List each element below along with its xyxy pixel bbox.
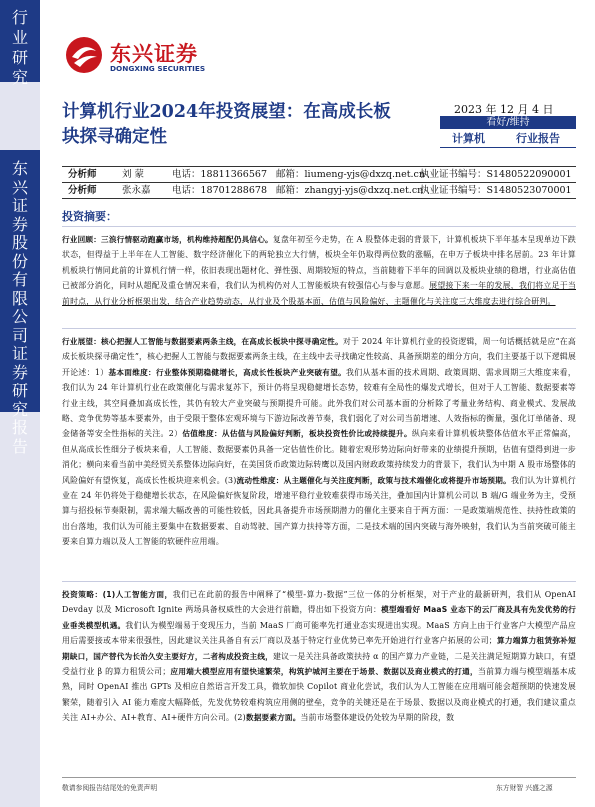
sidebar-company-label [0, 150, 40, 456]
report-title-line2: 块探寻确定性 [62, 127, 167, 147]
valuation-heading: 估值维度：从估值与风险偏好判断，板块投资性价比或持续提升。 [182, 429, 412, 439]
abstract-heading: 投资摘要： [62, 210, 117, 223]
analyst-cert: 执业证书编号：S1480523070001 [420, 185, 572, 196]
rating-badge: 看好/维持 [440, 116, 576, 129]
report-type-tag: 行业报告 [516, 132, 560, 145]
divider [62, 581, 576, 582]
model-heading: 模型端看好 MaaS 业态下的云厂商及具有先发优势的行业垂类模型机遇。 [62, 605, 576, 630]
analyst-phone: 电话：18701288678 [172, 185, 267, 196]
application-heading: 应用端大模型应用有望快速繁荣，构筑护城河主要在于场景、数据以及商业模式的打通， [170, 667, 478, 677]
analyst-table [62, 166, 576, 199]
valuation-text: 纵向来看计算机板块整体估值水平正常偏高，但从高成长性细分子板块来看，人工智能、数据要素仍具备一定估值性价比。随着宏观形势边际向好带来的业绩提升预期，估值有望得到进一步消化；横向来看当前中美经贸关系整体边际向好，在美国货币政策边际转鹰以及国内财政政策持续发力的背景下，我们认为中期 A 股市场整体的风险偏好有望恢复，高成长性板块迎来机会。(3) [62, 429, 576, 485]
footer-rule [62, 777, 576, 778]
analyst-email: 邮箱：zhangyj-yjs@dxzq.net.cn [276, 185, 424, 196]
analyst-name: 刘 蒙 [122, 169, 145, 180]
footer-disclaimer: 敬请参阅报告结尾处的免责声明 [62, 784, 158, 792]
model-text: 我们认为模型端易于变现压力，当前 MaaS 厂商可能率先打通业态实现进出实现。MaaS 方向上由于行业客户大模型产品应用后需要接或本带来很强性，因此建议关注具备自有云厂商以及基于特定行业优势已率先开始进行行业客户拓展的公司； [62, 620, 576, 646]
application-text: 当前算力端与模型端基本成熟，同时 OpenAI 推出 GPTs 及相应自然语言开发工具，微软加快 Copilot 商业化尝试，我们认为人工智能在应用端可能会超预期的快速发展繁荣，随着引入 AI 能力难度大幅降低，先发优势较难构筑应用侧的壁垒，竞争的关键还是在于场景、数据以及商业模式的打通，我们建议重点关注 AI+办公、AI+教育、AI+硬件方向公司。(2) [62, 667, 576, 723]
analyst-row [62, 166, 576, 182]
review-text: 复盘年初至今走势，在 A 股整体走弱的背景下，计算机板块下半年基本呈现单边下跌状态，但得益于上半年在人工智能、数字经济催化下的两轮独立大行情，板块全年仍取得两位数的涨幅，在申万子板块中排名居前。23 年计算机板块行情同此前的计算机行情一样，依旧表现出题材化、弹性强、周期较短的特点，当前随着下半年的回调以及板块业绩的稳增，行业高估值已被部分消化，同时从超配及重仓情况来看，我们认为机构仍对人工智能板块有较强信心与参与意愿。 [62, 235, 576, 291]
abstract-paragraph-outlook [62, 334, 576, 550]
logo-english-name: DONGXING SECURITIES [110, 64, 206, 73]
sector-tag: 计算机 [452, 132, 485, 145]
fundamental-text: 我们从基本面的技术周期、政策周期、需求周期三大维度来看，我们认为 24 年计算机行业在政策催化与需求复苏下，预计仍将呈现稳健增长态势，较难有全局性的爆发式增长，但对于人工智能、数据要素等行业主线，其空间叠加高成长性，其仍有较大产业突破与预期提升可能。此外我们对公司基本面的分析除了考量业务结构、商业模式、发展战略、竞争优势等基本要素外，由于受限于整体宏观环境与下游边际改善节奏，我们弱化了对公司当前增速、人效指标的衡量，强化订单储备、现金储备等安全性指标的关注。2） [62, 367, 576, 439]
compute-heading: 算力端算力租赁弥补短期缺口，国产替代为长治久安主要好方，二者构成投资主线， [62, 636, 576, 661]
logo-chinese-name: 东兴证券 [110, 42, 198, 66]
data-element-text: 当前市场整体建设仍处较为早期的阶段，数 [300, 713, 455, 723]
compute-text: 建议一是关注具备政策扶持 α 的国产算力产业链，二是关注满足短期算力缺口，有望受益行业 β 的算力租赁公司； [62, 651, 576, 677]
analyst-cert: 执业证书编号：S1480522090001 [420, 169, 572, 180]
analyst-name: 张永嘉 [122, 185, 151, 196]
fundamental-heading: 基本面维度：行业整体预期稳健增长，高成长性板块产业突破有望。 [108, 367, 347, 377]
sidebar-category-text: 行业研究 [11, 8, 28, 87]
sidebar-category-label [0, 0, 40, 87]
divider [62, 328, 576, 329]
analyst-role: 分析师 [68, 169, 97, 180]
abstract-paragraph-review [62, 232, 576, 309]
liquidity-heading: 流动性维度：从主题催化与关注度判断，政策与技术端催化或将提升市场预期。 [236, 475, 511, 485]
review-heading: 行业回顾：三浪行情驱动跑赢市场，机构维持超配仍具信心。 [62, 235, 273, 244]
review-outlook-text: 展望接下来一年的发展，我们将立足于当前时点，从行业分析框架出发，结合产业趋势动态，从行业及个股基本面、估值与风险偏好、主题催化与关注度三大维度去进行综合研判。 [62, 281, 576, 306]
analyst-role: 分析师 [68, 185, 97, 196]
report-title-line1: 计算机行业2024年投资展望：在高成长板 [62, 102, 391, 122]
footer-slogan: 东方财智 兴盛之源 [496, 784, 553, 792]
analyst-email: 邮箱：liumeng-yjs@dxzq.net.cn [276, 169, 425, 180]
strategy-text: 我们已在此前的报告中阐释了“模型-算力-数据”三位一体的分析框架，对于产业的最新研判，我们从 OpenAI Devday 以及 Microsoft Ignite 两场具备权威性的大会进行前瞻，得出如下投资方向： [62, 590, 576, 615]
dongxing-logo-icon [64, 35, 104, 75]
report-title [62, 100, 422, 150]
data-element-heading: 数据要素方面。 [245, 713, 301, 723]
outlook-heading: 行业展望：核心把握人工智能与数据要素两条主线，在高成长板块中探寻确定性。 [62, 337, 343, 346]
sidebar-company-text: 东兴证券股份有限公司证券研究报告 [11, 159, 28, 456]
outlook-text: 对于 2024 年计算机行业的投资逻辑，周一句话概括就是应“在高成长板块探寻确定性”，核心把握人工智能与数据要素两条主线，在主线中去寻找确定性较高、具备预期差的细分方向，我们主要基于以下逻辑展开论述：1） [62, 337, 576, 377]
analyst-phone: 电话：18811366567 [172, 169, 267, 180]
liquidity-text: 我们认为计算机行业在 24 年仍将处于稳健增长状态，在风险偏好恢复阶段，增速平稳行业较难获得市场关注，叠加国内计算机公司以 B 端/G 端业务为主，受预算与招投标节奏限制，需求端大幅改善的可能性较低，因此具备提升市场预期潜力的催化主要来自于两方面：一是政策端规范性、扶持性政策的出台落地，我们认为可能主要集中在数据要素、自动驾驶、国产算力扶持等方面，二是技术端的国内突破与海外映射，我们认为当前突破可能主要来自算力端以及人工智能的软硬件应用端。 [62, 475, 577, 547]
abstract-paragraph-strategy [62, 587, 576, 726]
report-date: 2023 年 12 月 4 日 [454, 103, 554, 116]
strategy-heading: 投资策略：(1)人工智能方面， [62, 590, 173, 599]
report-tags [440, 131, 576, 148]
analyst-row [62, 182, 576, 199]
